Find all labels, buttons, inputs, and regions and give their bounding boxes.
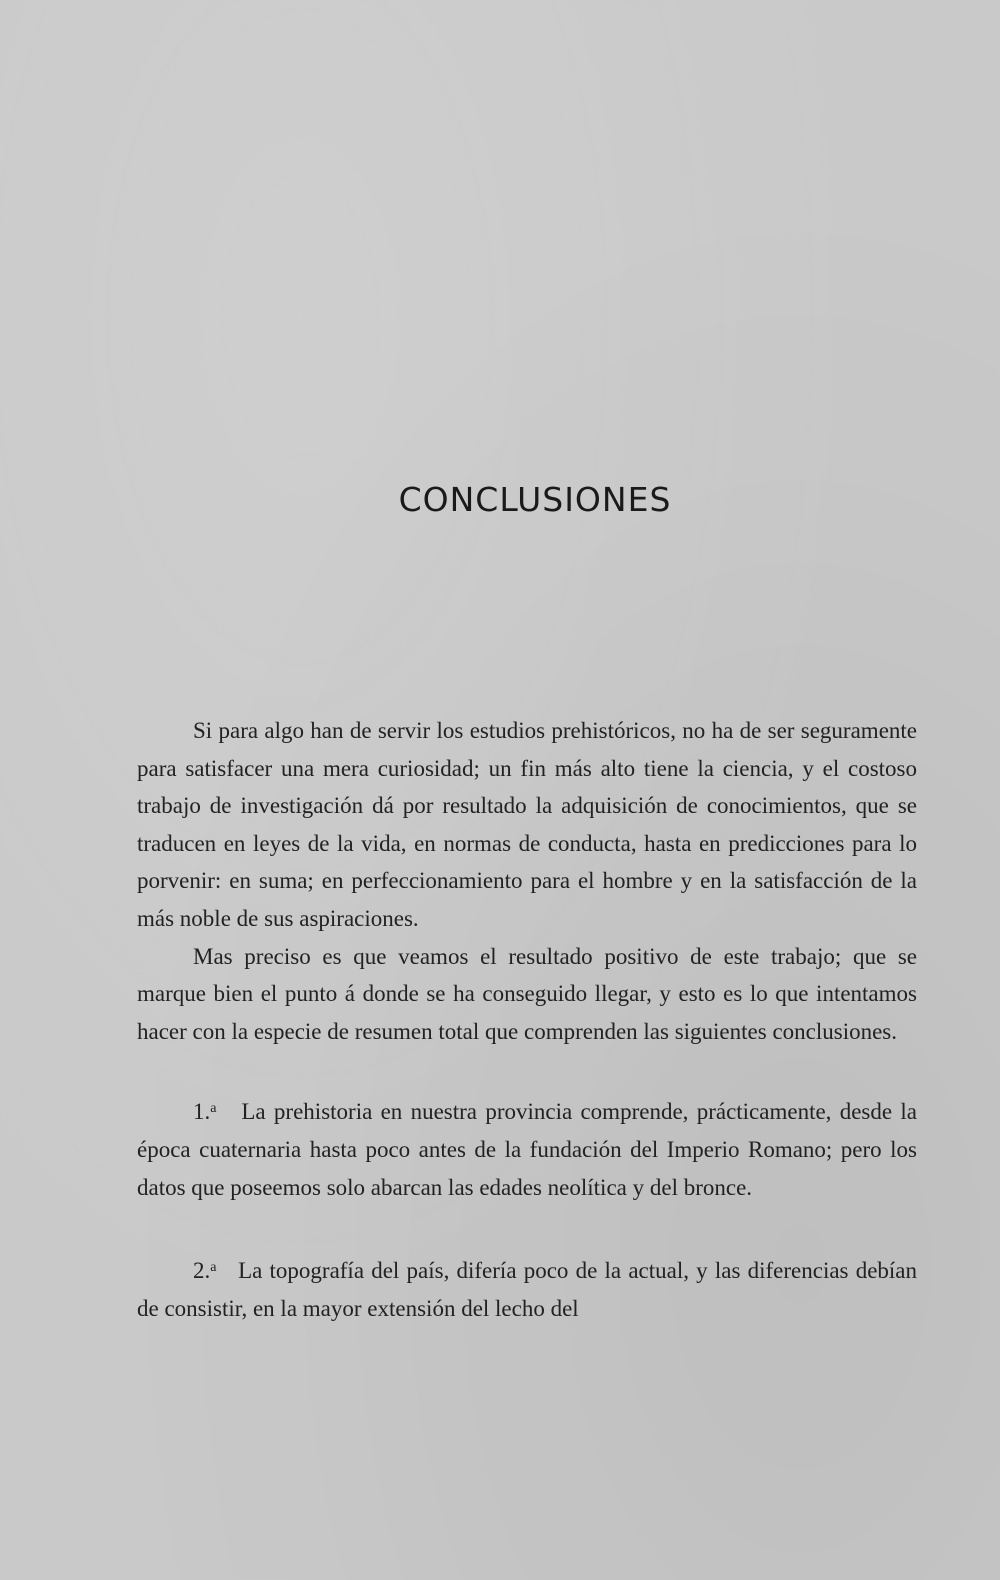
conclusion-item-2: [137, 1249, 917, 1327]
item-number: 2.$^a$: [193, 1258, 217, 1284]
paragraph-purpose: Mas preciso es que veamos el resultado positivo de este trabajo; que se marque bien el punto á donde se ha conseguido llegar, y esto es lo que intentamos hacer con la especie de resumen total que comprenden las siguientes conclusiones.: [137, 943, 917, 1044]
conclusion-item-1: [137, 1090, 917, 1206]
body-text: [137, 712, 917, 1327]
paragraph-intro: Si para algo han de servir los estudios prehistóricos, no ha de ser seguramente para satisfacer una mera curiosidad; un fin más alto tiene la ciencia, y el costoso trabajo de investigación dá por resultado la adquisición de conocimientos, que se traducen en leyes de la vida, en normas de conducta, hasta en predicciones para lo porvenir: en suma; en perfeccionamiento para el hombre y en la satisfacción de la más noble de sus aspiraciones.: [137, 718, 917, 931]
item-text: La prehistoria en nuestra provincia comprende, prácticamente, desde la época cuaternaria hasta poco antes de la fundación del Imperio Romano; pero los datos que poseemos solo abarcan las edades neolítica y del bronce.: [137, 1099, 917, 1200]
page-title: CONCLUSIONES: [398, 480, 672, 519]
item-text: La topografía del país, difería poco de la actual, y las diferencias debían de consistir, en la mayor extensión del lecho del: [137, 1258, 917, 1321]
item-number: 1.$^a$: [193, 1099, 217, 1125]
